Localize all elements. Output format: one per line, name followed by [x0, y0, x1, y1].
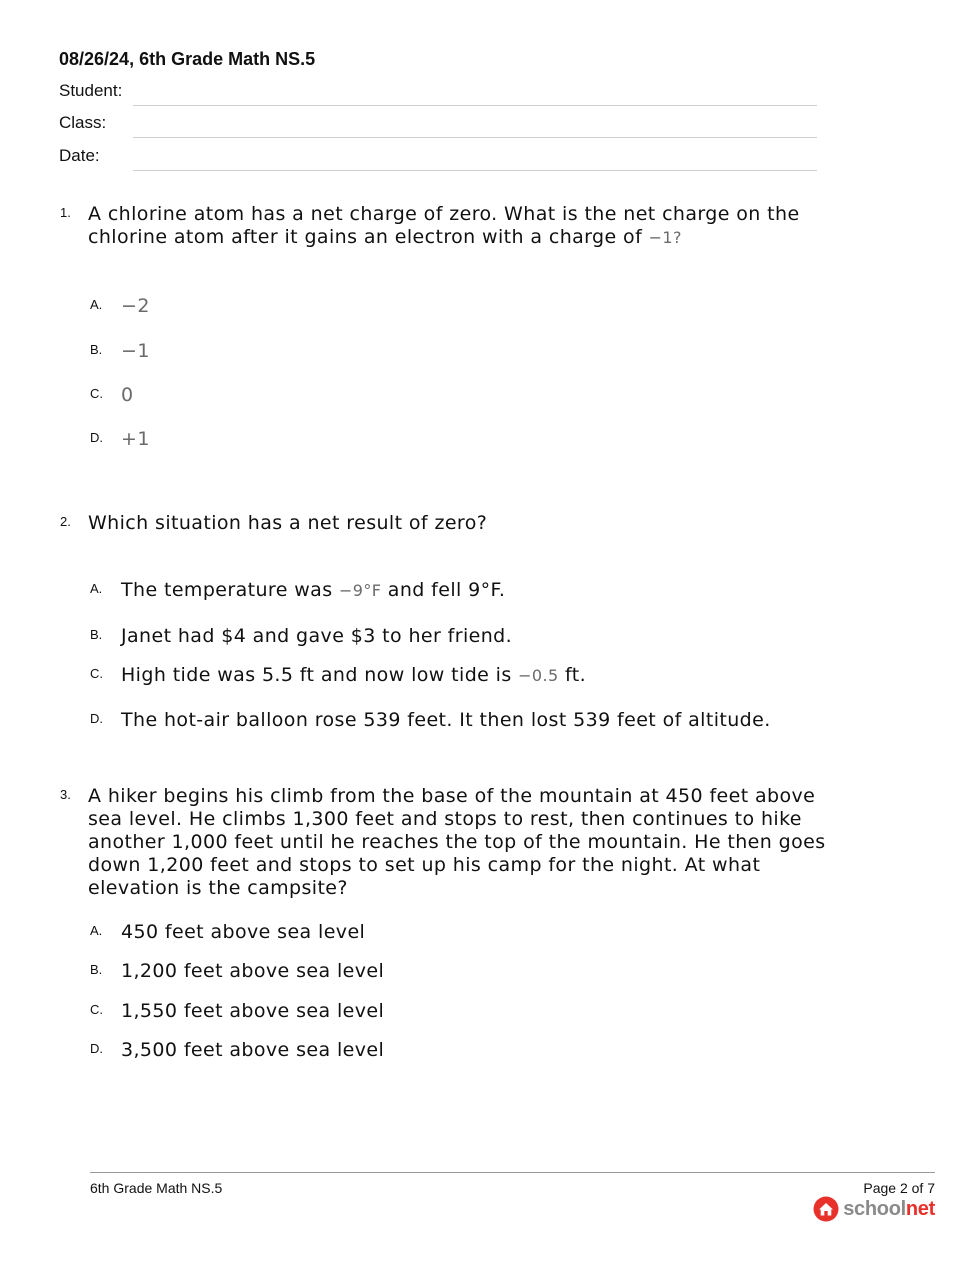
- option-text: 1,550 feet above sea level: [121, 1000, 385, 1022]
- math-expression: −9°F: [338, 581, 382, 600]
- option-letter: A.: [90, 297, 103, 312]
- option-letter: C.: [90, 1002, 103, 1017]
- option-letter: A.: [90, 581, 103, 596]
- option-text-part: ft.: [558, 664, 587, 686]
- student-line: [133, 105, 817, 106]
- option-letter: D.: [90, 430, 103, 445]
- house-icon: [813, 1196, 839, 1222]
- option-text: 450 feet above sea level: [121, 921, 366, 943]
- option-letter: A.: [90, 923, 103, 938]
- option-text: −1: [121, 340, 150, 362]
- student-label: Student:: [59, 81, 123, 100]
- date-line: [133, 170, 817, 171]
- option-letter: B.: [90, 962, 103, 977]
- logo-school-text: school: [843, 1197, 906, 1220]
- option-text: [121, 579, 505, 602]
- option-text: 1,200 feet above sea level: [121, 960, 385, 982]
- question-text: [88, 203, 828, 249]
- option-text: −2: [121, 295, 150, 317]
- option-letter: C.: [90, 666, 103, 681]
- question-number: 3.: [60, 787, 71, 802]
- date-label: Date:: [59, 146, 100, 165]
- question-number: 1.: [60, 205, 71, 220]
- question-number: 2.: [60, 514, 71, 529]
- footer-title: 6th Grade Math NS.5: [90, 1180, 223, 1196]
- question-text-part: A chlorine atom has a net charge of zero. What is the net charge on the chlorine atom after it gains an electron with a charge of: [88, 203, 800, 248]
- class-label: Class:: [59, 113, 107, 132]
- class-line: [133, 137, 817, 138]
- math-expression: −1?: [648, 228, 682, 247]
- option-text: Janet had $4 and gave $3 to her friend.: [121, 625, 513, 647]
- question-text: A hiker begins his climb from the base of the mountain at 450 feet above sea level. He climbs 1,300 feet and stops to rest, then continues to hike another 1,000 feet until he reaches the top of the mountain. He then goes down 1,200 feet and stops to set up his camp for the night. At what elevation is the campsite?: [88, 785, 826, 899]
- option-text: The hot-air balloon rose 539 feet. It then lost 539 feet of altitude.: [121, 709, 771, 731]
- option-text: 3,500 feet above sea level: [121, 1039, 385, 1061]
- option-letter: D.: [90, 711, 103, 726]
- option-text-part: and fell 9°F.: [381, 579, 506, 601]
- option-text: +1: [121, 428, 150, 450]
- logo-net-text: net: [905, 1197, 935, 1220]
- option-letter: B.: [90, 342, 103, 357]
- worksheet-title: 08/26/24, 6th Grade Math NS.5: [59, 49, 316, 69]
- option-text: [121, 664, 586, 687]
- schoolnet-logo: [813, 1196, 935, 1222]
- page-number: Page 2 of 7: [863, 1180, 935, 1196]
- logo-wordmark: [843, 1198, 935, 1221]
- option-letter: C.: [90, 386, 103, 401]
- option-text: 0: [121, 384, 134, 406]
- option-letter: D.: [90, 1041, 103, 1056]
- question-text: Which situation has a net result of zero?: [88, 512, 488, 534]
- math-expression: −0.5: [518, 666, 559, 685]
- footer-divider: [90, 1172, 935, 1173]
- option-text-part: High tide was 5.5 ft and now low tide is: [121, 664, 519, 686]
- option-letter: B.: [90, 627, 103, 642]
- option-text-part: The temperature was: [121, 579, 339, 601]
